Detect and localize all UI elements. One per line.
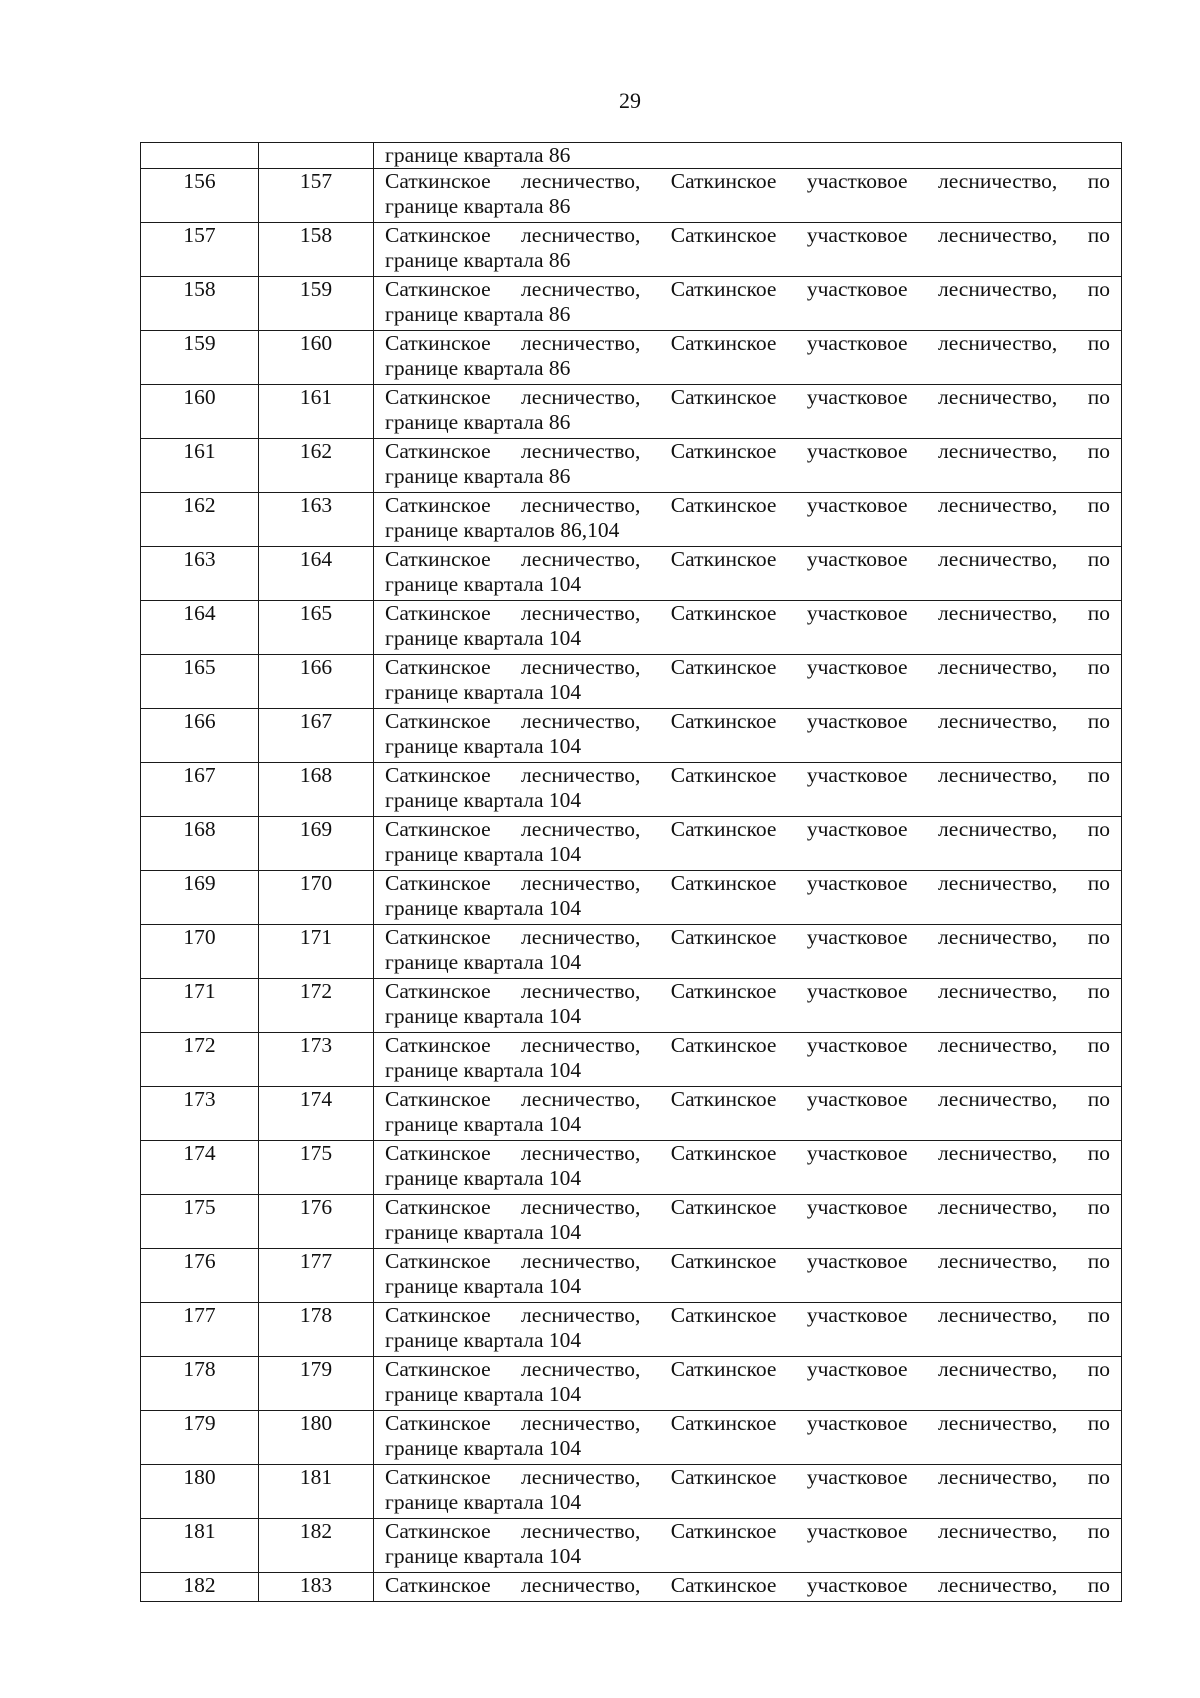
description-line: Саткинское лесничество, Саткинское участковое лесничество, по [385,547,1110,571]
description-line: границе квартала 104 [385,572,582,596]
table-row [141,169,1122,223]
description-line: границе квартала 104 [385,1220,582,1244]
description-line: границе квартала 86 [385,356,571,380]
table-row [141,547,1122,601]
cell-from-point: 172 [141,1033,259,1087]
description-line: Саткинское лесничество, Саткинское участковое лесничество, по [385,1573,1110,1597]
description-line: Саткинское лесничество, Саткинское участковое лесничество, по [385,1465,1110,1489]
cell-from-point: 170 [141,925,259,979]
description-line: Саткинское лесничество, Саткинское участковое лесничество, по [385,277,1110,301]
description-line: границе квартала 86 [385,410,571,434]
table-row [141,925,1122,979]
description-line: Саткинское лесничество, Саткинское участковое лесничество, по [385,1195,1110,1219]
table-row [141,1087,1122,1141]
cell-description [374,493,1122,547]
cell-to-point: 180 [259,1411,374,1465]
cell-to-point: 164 [259,547,374,601]
cell-description [374,1411,1122,1465]
cell-from-point: 178 [141,1357,259,1411]
description-line: границе квартала 104 [385,1328,582,1352]
description-line: границе квартала 104 [385,1490,582,1514]
cell-to-point: 173 [259,1033,374,1087]
cell-from-point: 156 [141,169,259,223]
cell-from-point: 181 [141,1519,259,1573]
description-line: Саткинское лесничество, Саткинское участковое лесничество, по [385,223,1110,247]
cell-to-point: 175 [259,1141,374,1195]
cell-to-point: 178 [259,1303,374,1357]
description-line: Саткинское лесничество, Саткинское участковое лесничество, по [385,1519,1110,1543]
description-line: Саткинское лесничество, Саткинское участковое лесничество, по [385,331,1110,355]
cell-description [374,1195,1122,1249]
table-row-continuation [141,143,1122,169]
cell-description [374,385,1122,439]
cell-from-point: 167 [141,763,259,817]
description-line: границе квартала 104 [385,1544,582,1568]
cell-to-point [259,143,374,169]
cell-to-point: 160 [259,331,374,385]
table-row [141,601,1122,655]
description-line: Саткинское лесничество, Саткинское участковое лесничество, по [385,1303,1110,1327]
table-row [141,1411,1122,1465]
description-line: границе квартала 86 [385,248,571,272]
cell-to-point: 182 [259,1519,374,1573]
cell-from-point: 161 [141,439,259,493]
cell-from-point: 176 [141,1249,259,1303]
cell-to-point: 171 [259,925,374,979]
cell-to-point: 166 [259,655,374,709]
cell-to-point: 158 [259,223,374,277]
cell-description [374,1465,1122,1519]
table-row [141,1303,1122,1357]
cell-description [374,709,1122,763]
cell-description [374,601,1122,655]
cell-description [374,979,1122,1033]
description-line: границе квартала 104 [385,1004,582,1028]
table-row [141,385,1122,439]
description-line: границе квартала 104 [385,1436,582,1460]
description-line: границе квартала 104 [385,896,582,920]
cell-from-point: 179 [141,1411,259,1465]
table-row [141,1141,1122,1195]
description-line: Саткинское лесничество, Саткинское участковое лесничество, по [385,1357,1110,1381]
cell-to-point: 159 [259,277,374,331]
description-line: Саткинское лесничество, Саткинское участковое лесничество, по [385,925,1110,949]
cell-to-point: 172 [259,979,374,1033]
description-line: Саткинское лесничество, Саткинское участковое лесничество, по [385,601,1110,625]
cell-from-point: 166 [141,709,259,763]
description-line: границе квартала 104 [385,1166,582,1190]
description-line: Саткинское лесничество, Саткинское участковое лесничество, по [385,979,1110,1003]
boundary-description-table [140,142,1122,1602]
table-row [141,871,1122,925]
table-row-last [141,1573,1122,1602]
cell-to-point: 168 [259,763,374,817]
description-line: границе квартала 86 [385,194,571,218]
cell-to-point: 162 [259,439,374,493]
cell-from-point: 157 [141,223,259,277]
cell-description [374,1033,1122,1087]
cell-from-point: 162 [141,493,259,547]
cell-from-point: 159 [141,331,259,385]
description-line: Саткинское лесничество, Саткинское участковое лесничество, по [385,169,1110,193]
description-line: границе квартала 104 [385,950,582,974]
cell-to-point: 181 [259,1465,374,1519]
cell-description [374,547,1122,601]
cell-to-point: 170 [259,871,374,925]
description-line: границе квартала 104 [385,1274,582,1298]
cell-to-point: 165 [259,601,374,655]
cell-description [374,925,1122,979]
cell-description [374,1573,1122,1602]
description-line: Саткинское лесничество, Саткинское участковое лесничество, по [385,1249,1110,1273]
cell-description [374,1357,1122,1411]
cell-description [374,1303,1122,1357]
description-line: Саткинское лесничество, Саткинское участковое лесничество, по [385,439,1110,463]
description-line: Саткинское лесничество, Саткинское участковое лесничество, по [385,763,1110,787]
cell-from-point [141,143,259,169]
cell-from-point: 160 [141,385,259,439]
cell-description [374,1141,1122,1195]
cell-description [374,655,1122,709]
cell-description [374,331,1122,385]
cell-to-point: 174 [259,1087,374,1141]
cell-description [374,223,1122,277]
table-row [141,493,1122,547]
description-line: Саткинское лесничество, Саткинское участковое лесничество, по [385,385,1110,409]
cell-description [374,871,1122,925]
table-row [141,979,1122,1033]
cell-to-point: 169 [259,817,374,871]
cell-from-point: 169 [141,871,259,925]
cell-from-point: 174 [141,1141,259,1195]
table-row [141,223,1122,277]
description-line: границе квартала 104 [385,1058,582,1082]
description-line: Саткинское лесничество, Саткинское участковое лесничество, по [385,655,1110,679]
cell-from-point: 171 [141,979,259,1033]
cell-to-point: 157 [259,169,374,223]
cell-from-point: 165 [141,655,259,709]
description-line: границе квартала 104 [385,680,582,704]
table-body [141,143,1122,1602]
cell-from-point: 163 [141,547,259,601]
table-row [141,331,1122,385]
table-row [141,1033,1122,1087]
description-line: Саткинское лесничество, Саткинское участковое лесничество, по [385,1141,1110,1165]
description-line: границе квартала 86 [385,464,571,488]
cell-to-point: 163 [259,493,374,547]
cell-from-point: 177 [141,1303,259,1357]
cell-to-point: 179 [259,1357,374,1411]
cell-description [374,763,1122,817]
cell-to-point: 177 [259,1249,374,1303]
description-line: границе квартала 104 [385,842,582,866]
cell-to-point: 183 [259,1573,374,1602]
table-row [141,1519,1122,1573]
cell-to-point: 176 [259,1195,374,1249]
table-row [141,439,1122,493]
description-line: Саткинское лесничество, Саткинское участковое лесничество, по [385,493,1110,517]
table-row [141,763,1122,817]
page-number: 29 [619,88,641,113]
cell-from-point: 168 [141,817,259,871]
table-row [141,709,1122,763]
description-line: Саткинское лесничество, Саткинское участковое лесничество, по [385,817,1110,841]
cell-from-point: 173 [141,1087,259,1141]
description-line: границе квартала 104 [385,788,582,812]
cell-description [374,143,1122,169]
table-row [141,817,1122,871]
table-row [141,1465,1122,1519]
cell-from-point: 158 [141,277,259,331]
cell-description [374,1519,1122,1573]
cell-description [374,439,1122,493]
cell-description [374,817,1122,871]
cell-from-point: 180 [141,1465,259,1519]
table-row [141,655,1122,709]
description-line: границе квартала 104 [385,734,582,758]
table-row [141,277,1122,331]
description-line: границе квартала 104 [385,1112,582,1136]
description-line: Саткинское лесничество, Саткинское участковое лесничество, по [385,709,1110,733]
cell-description [374,169,1122,223]
table-row [141,1249,1122,1303]
table-row [141,1357,1122,1411]
description-line: Саткинское лесничество, Саткинское участковое лесничество, по [385,871,1110,895]
description-line: Саткинское лесничество, Саткинское участковое лесничество, по [385,1411,1110,1435]
description-line: Саткинское лесничество, Саткинское участковое лесничество, по [385,1033,1110,1057]
cell-description [374,1087,1122,1141]
cell-from-point: 164 [141,601,259,655]
cell-to-point: 161 [259,385,374,439]
description-line: границе квартала 86 [385,143,571,167]
description-line: границе квартала 86 [385,302,571,326]
cell-to-point: 167 [259,709,374,763]
description-line: Саткинское лесничество, Саткинское участковое лесничество, по [385,1087,1110,1111]
description-line: границе квартала 104 [385,1382,582,1406]
description-line: границе кварталов 86,104 [385,518,620,542]
description-line: границе квартала 104 [385,626,582,650]
cell-description [374,1249,1122,1303]
table-row [141,1195,1122,1249]
cell-from-point: 182 [141,1573,259,1602]
cell-description [374,277,1122,331]
cell-from-point: 175 [141,1195,259,1249]
